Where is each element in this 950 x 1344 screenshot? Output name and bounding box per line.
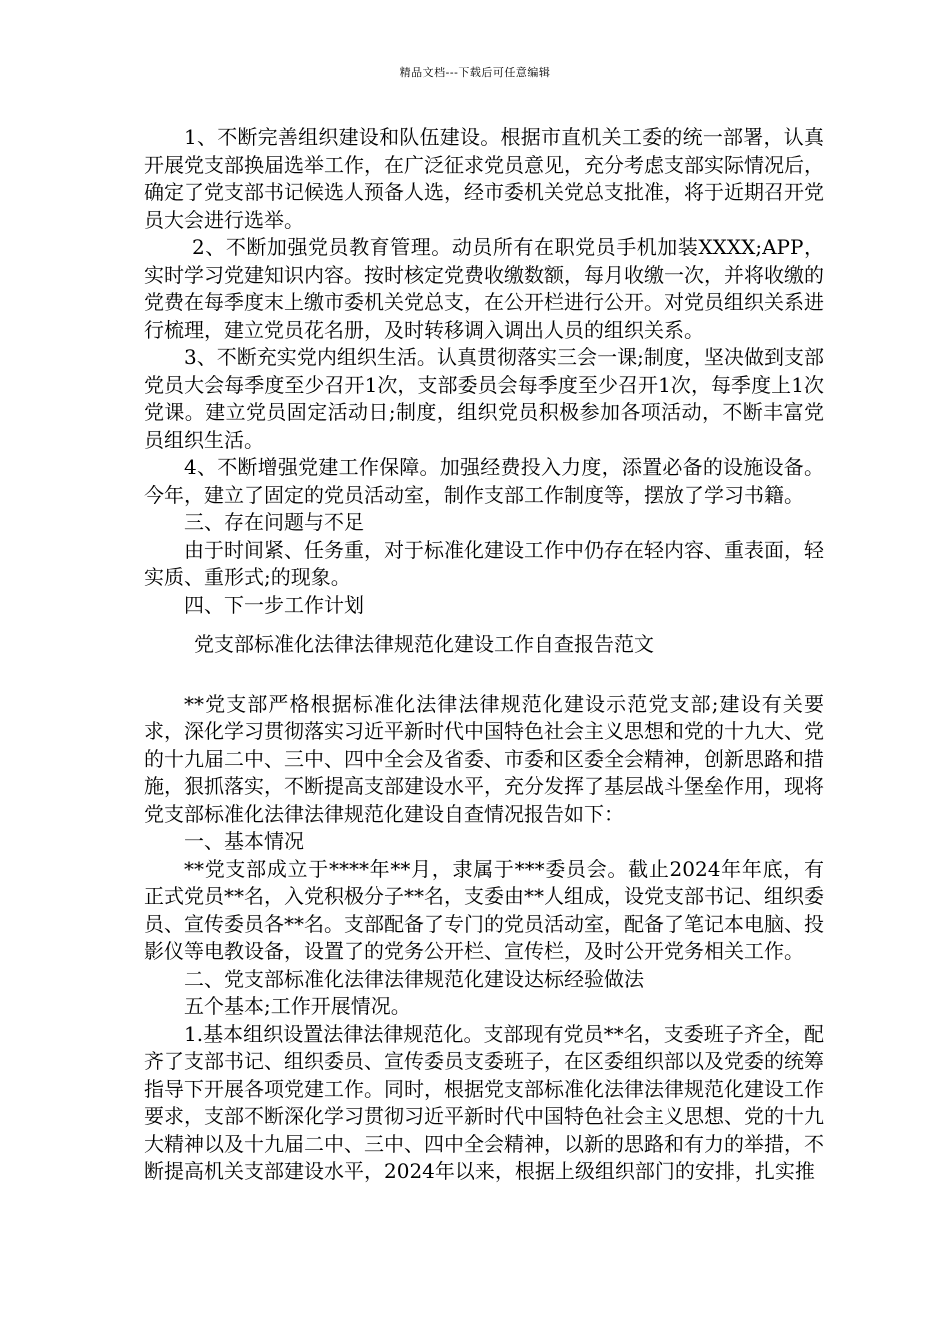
page-header: 精品文档---下载后可任意编辑	[399, 66, 551, 79]
paragraph-five-basics: 五个基本;工作开展情况。	[184, 994, 411, 1018]
paragraph-problems: 由于时间紧、任务重，对于标准化建设工作中仍存在轻内容、重表面，轻实质、重形式;的现象。	[144, 537, 824, 589]
paragraph-intro: **党支部严格根据标准化法律法律规范化建设示范党支部;建设有关要求，深化学习贯彻落实习近平新时代中国特色社会主义思想和党的十九大、党的十九届二中、三中、四中全会及省委、市委和区委全会精神，创新思路和措施，狠抓落实，不断提高支部建设水平，充分发挥了基层战斗堡垒作用，现将党支部标准化法律法律规范化建设自查情况报告如下：	[144, 691, 824, 826]
document-title: 党支部标准化法律法律规范化建设工作自查报告范文	[194, 632, 654, 656]
document-body	[144, 124, 824, 1186]
paragraph-org-building: 1、不断完善组织建设和队伍建设。根据市直机关工委的统一部署，认真开展党支部换届选举工作，在广泛征求党员意见，充分考虑支部实际情况后，确定了党支部书记候选人预备人选，经市委机关党总支批准，将于近期召开党员大会进行选举。	[144, 125, 824, 232]
paragraph-member-education: 2、不断加强党员教育管理。动员所有在职党员手机加装XXXX;APP，实时学习党建知识内容。按时核定党费收缴数额，每月收缴一次，并将收缴的党费在每季度末上缴市委机关党总支，在公开栏进行公开。对党员组织关系进行梳理，建立党员花名册，及时转移调入调出人员的组织关系。	[144, 235, 824, 342]
heading-experience: 二、党支部标准化法律法律规范化建设达标经验做法	[184, 966, 644, 991]
paragraph-basic-situation: **党支部成立于****年**月，隶属于***委员会。截止2024年年底，有正式党员**名，入党积极分子**名，支委由**人组成，设党支部书记、组织委员、宣传委员各**名。支部配备了专门的党员活动室，配备了笔记本电脑、投影仪等电教设备，设置了的党务公开栏、宣传栏，及时公开党务相关工作。	[144, 856, 824, 963]
paragraph-party-life: 3、不断充实党内组织生活。认真贯彻落实三会一课;制度，坚决做到支部党员大会每季度至少召开1次，支部委员会每季度至少召开1次，每季度上1次党课。建立党员固定活动日;制度，组织党员积极参加各项活动，不断丰富党员组织生活。	[144, 345, 824, 452]
heading-next-plan: 四、下一步工作计划	[184, 592, 364, 617]
heading-problems: 三、存在问题与不足	[184, 510, 364, 534]
paragraph-work-guarantee: 4、不断增强党建工作保障。加强经费投入力度，添置必备的设施设备。今年，建立了固定的党员活动室，制作支部工作制度等，摆放了学习书籍。	[144, 455, 824, 507]
heading-basic-situation: 一、基本情况	[184, 829, 304, 853]
paragraph-org-setup: 1.基本组织设置法律法律规范化。支部现有党员**名，支委班子齐全，配齐了支部书记、组织委员、宣传委员支委班子，在区委组织部以及党委的统筹指导下开展各项党建工作。同时，根据党支部标准化法律法律规范化建设工作要求，支部不断深化学习贯彻习近平新时代中国特色社会主义思想、党的十九大精神以及十九届二中、三中、四中全会精神，以新的思路和有力的举措，不断提高机关支部建设水平，2024年以来，根据上级组织部门的安排，扎实推	[144, 1021, 824, 1183]
